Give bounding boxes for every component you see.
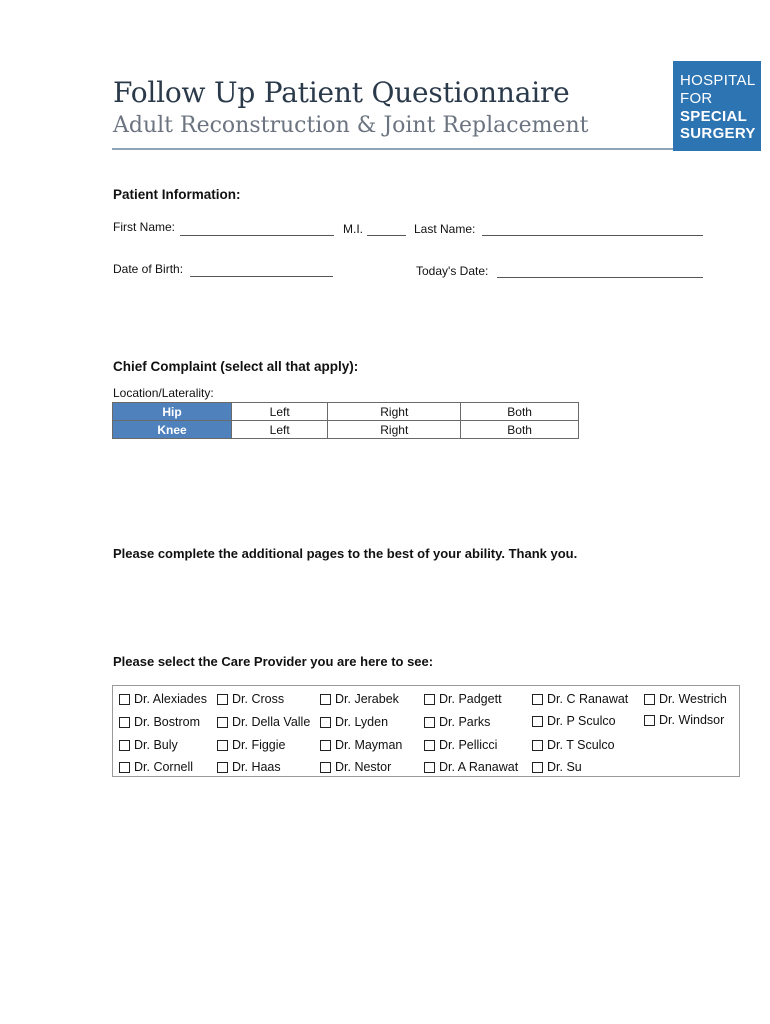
provider-label: Dr. Westrich (659, 692, 727, 706)
checkbox[interactable] (644, 694, 655, 705)
first-name-field[interactable] (180, 235, 334, 236)
provider-c-ranawat[interactable] (532, 692, 628, 706)
checkbox[interactable] (424, 717, 435, 728)
checkbox[interactable] (424, 762, 435, 773)
provider-label: Dr. Cornell (134, 760, 194, 774)
last-name-label: Last Name: (414, 222, 476, 236)
provider-label: Dr. T Sculco (547, 738, 615, 752)
provider-padgett[interactable] (424, 692, 502, 706)
provider-haas[interactable] (217, 760, 281, 774)
hospital-logo (673, 61, 761, 151)
provider-label: Dr. Alexiades (134, 692, 207, 706)
provider-label: Dr. Jerabek (335, 692, 399, 706)
provider-label: Dr. Cross (232, 692, 285, 706)
joint-hip: Hip (113, 403, 232, 421)
provider-pellicci[interactable] (424, 738, 497, 752)
provider-label: Dr. Su (547, 760, 582, 774)
provider-jerabek[interactable] (320, 692, 399, 706)
provider-label: Dr. Lyden (335, 715, 389, 729)
completion-notice: Please complete the additional pages to the best of your ability. Thank you. (113, 546, 578, 561)
logo-line-2: FOR (680, 90, 713, 107)
checkbox[interactable] (217, 740, 228, 751)
provider-label: Dr. Figgie (232, 738, 286, 752)
checkbox[interactable] (532, 694, 543, 705)
patient-info-heading: Patient Information: (113, 187, 241, 202)
provider-della-valle[interactable] (217, 715, 310, 729)
provider-lyden[interactable] (320, 715, 388, 729)
care-provider-heading: Please select the Care Provider you are here to see: (113, 654, 434, 669)
dob-field[interactable] (190, 276, 333, 277)
knee-left-option[interactable]: Left (232, 421, 328, 439)
checkbox[interactable] (532, 762, 543, 773)
provider-label: Dr. C Ranawat (547, 692, 629, 706)
checkbox[interactable] (532, 716, 543, 727)
logo-line-4: SURGERY (680, 125, 756, 142)
todays-date-field[interactable] (497, 277, 703, 278)
checkbox[interactable] (217, 762, 228, 773)
provider-alexiades[interactable] (119, 692, 207, 706)
provider-label: Dr. Padgett (439, 692, 502, 706)
provider-su[interactable] (532, 760, 582, 774)
checkbox[interactable] (119, 694, 130, 705)
dob-label: Date of Birth: (113, 262, 184, 276)
provider-windsor[interactable] (644, 713, 724, 727)
mi-label: M.I. (343, 222, 363, 236)
checkbox[interactable] (320, 717, 331, 728)
provider-label: Dr. Mayman (335, 738, 403, 752)
checkbox[interactable] (119, 740, 130, 751)
provider-nestor[interactable] (320, 760, 391, 774)
provider-label: Dr. Pellicci (439, 738, 498, 752)
provider-figgie[interactable] (217, 738, 286, 752)
provider-label: Dr. Haas (232, 760, 281, 774)
laterality-table (112, 402, 579, 439)
location-laterality-label: Location/Laterality: (113, 386, 214, 400)
logo-line-1: HOSPITAL (680, 72, 756, 89)
chief-complaint-heading: Chief Complaint (select all that apply): (113, 359, 359, 374)
hip-right-option[interactable]: Right (328, 403, 461, 421)
provider-mayman[interactable] (320, 738, 402, 752)
provider-bostrom[interactable] (119, 715, 200, 729)
first-name-label: First Name: (113, 220, 176, 234)
page-subtitle: Adult Reconstruction & Joint Replacement (113, 113, 589, 138)
hip-left-option[interactable]: Left (232, 403, 328, 421)
provider-a-ranawat[interactable] (424, 760, 518, 774)
provider-t-sculco[interactable] (532, 738, 615, 752)
provider-parks[interactable] (424, 715, 490, 729)
provider-buly[interactable] (119, 738, 178, 752)
provider-label: Dr. P Sculco (547, 714, 616, 728)
checkbox[interactable] (644, 715, 655, 726)
header-divider (112, 148, 673, 150)
checkbox[interactable] (320, 694, 331, 705)
provider-label: Dr. A Ranawat (439, 760, 519, 774)
checkbox[interactable] (532, 740, 543, 751)
provider-westrich[interactable] (644, 692, 727, 706)
page-title: Follow Up Patient Questionnaire (113, 76, 570, 109)
provider-label: Dr. Parks (439, 715, 491, 729)
logo-line-3: SPECIAL (680, 108, 748, 125)
provider-label: Dr. Windsor (659, 713, 725, 727)
checkbox[interactable] (119, 762, 130, 773)
checkbox[interactable] (217, 694, 228, 705)
provider-label: Dr. Nestor (335, 760, 392, 774)
provider-label: Dr. Bostrom (134, 715, 200, 729)
joint-knee: Knee (113, 421, 232, 439)
provider-cornell[interactable] (119, 760, 193, 774)
checkbox[interactable] (424, 694, 435, 705)
provider-cross[interactable] (217, 692, 284, 706)
provider-p-sculco[interactable] (532, 714, 616, 728)
checkbox[interactable] (119, 717, 130, 728)
checkbox[interactable] (424, 740, 435, 751)
todays-date-label: Today's Date: (416, 264, 489, 278)
checkbox[interactable] (320, 740, 331, 751)
knee-both-option[interactable]: Both (461, 421, 579, 439)
table-row (113, 403, 579, 421)
knee-right-option[interactable]: Right (328, 421, 461, 439)
provider-label: Dr. Della Valle (232, 715, 311, 729)
mi-field[interactable] (367, 235, 406, 236)
table-row (113, 421, 579, 439)
checkbox[interactable] (320, 762, 331, 773)
last-name-field[interactable] (482, 235, 703, 236)
hip-both-option[interactable]: Both (461, 403, 579, 421)
provider-label: Dr. Buly (134, 738, 178, 752)
checkbox[interactable] (217, 717, 228, 728)
